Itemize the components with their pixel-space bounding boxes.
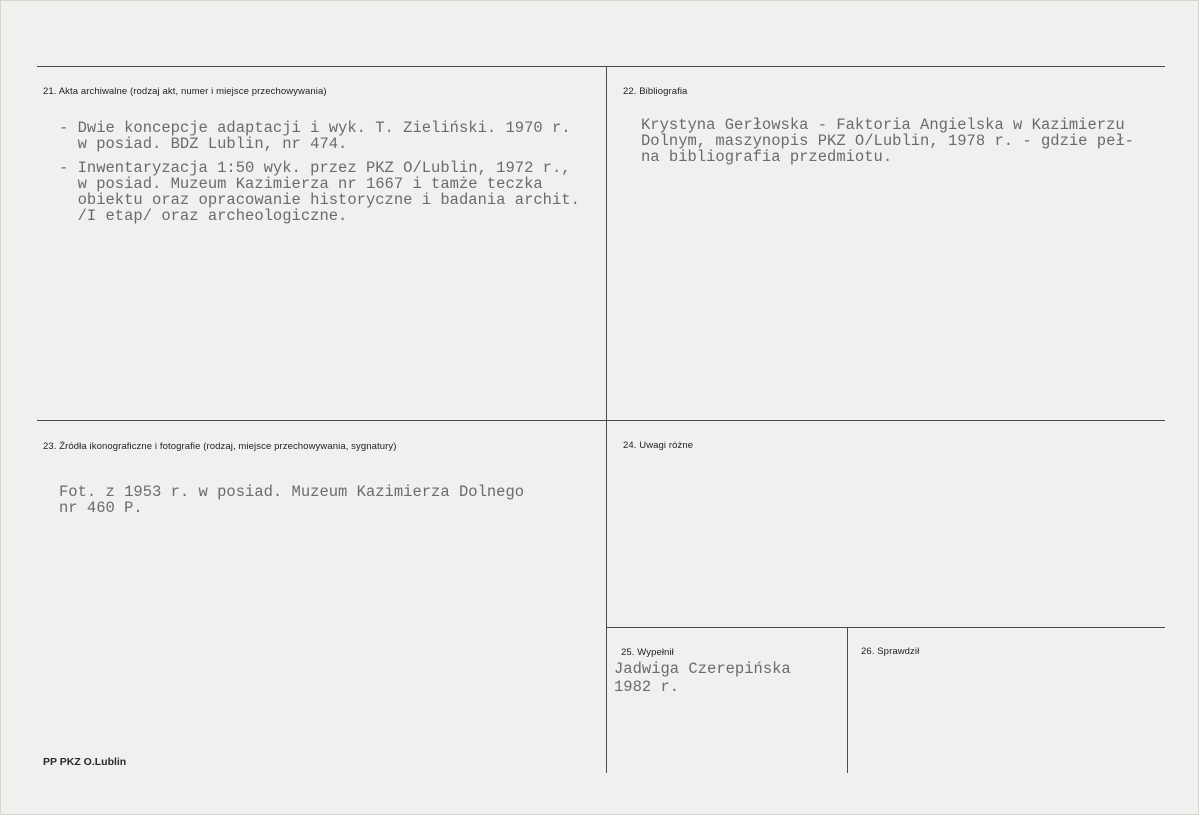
section-21-line: w posiad. BDZ Lublin, nr 474. bbox=[59, 135, 348, 153]
section-22-line: Dolnym, maszynopis PKZ O/Lublin, 1978 r. - gdzie peł- bbox=[641, 132, 1134, 150]
section-26-label: 26. Sprawdził bbox=[861, 646, 920, 657]
top-rule bbox=[37, 66, 1165, 67]
section-23-line: nr 460 P. bbox=[59, 499, 143, 517]
section-22-line: na bibliografia przedmiotu. bbox=[641, 148, 893, 166]
section-25-line: 1982 r. bbox=[614, 678, 680, 696]
publisher-footer: PP PKZ O.Lublin bbox=[43, 756, 127, 768]
section-21-line: - Inwentaryzacja 1:50 wyk. przez PKZ O/Lublin, 1972 r., bbox=[59, 159, 571, 177]
section-21-line: w posiad. Muzeum Kazimierza nr 1667 i tamże teczka bbox=[59, 175, 543, 193]
section-23-label: 23. Źródła ikonograficzne i fotografie (rodzaj, miejsce przechowywania, sygnatury) bbox=[43, 441, 397, 452]
signature-divider bbox=[847, 627, 848, 773]
section-25-label: 25. Wypełnił bbox=[621, 647, 674, 658]
section-21-line: - Dwie koncepcje adaptacji i wyk. T. Zieliński. 1970 r. bbox=[59, 119, 571, 137]
section-21-line: /I etap/ oraz archeologiczne. bbox=[59, 207, 348, 225]
center-divider bbox=[606, 66, 607, 773]
signature-rule bbox=[607, 627, 1165, 628]
section-23-line: Fot. z 1953 r. w posiad. Muzeum Kazimierza Dolnego bbox=[59, 483, 525, 501]
section-25-line: Jadwiga Czerepińska bbox=[614, 660, 791, 678]
middle-rule bbox=[37, 420, 1165, 421]
section-21-line: obiektu oraz opracowanie historyczne i badania archit. bbox=[59, 191, 580, 209]
section-21-label: 21. Akta archiwalne (rodzaj akt, numer i miejsce przechowywania) bbox=[43, 86, 327, 97]
section-22-label: 22. Bibliografia bbox=[623, 86, 688, 97]
section-22-line: Krystyna Gerłowska - Faktoria Angielska w Kazimierzu bbox=[641, 116, 1125, 134]
section-24-label: 24. Uwagi różne bbox=[623, 440, 694, 451]
